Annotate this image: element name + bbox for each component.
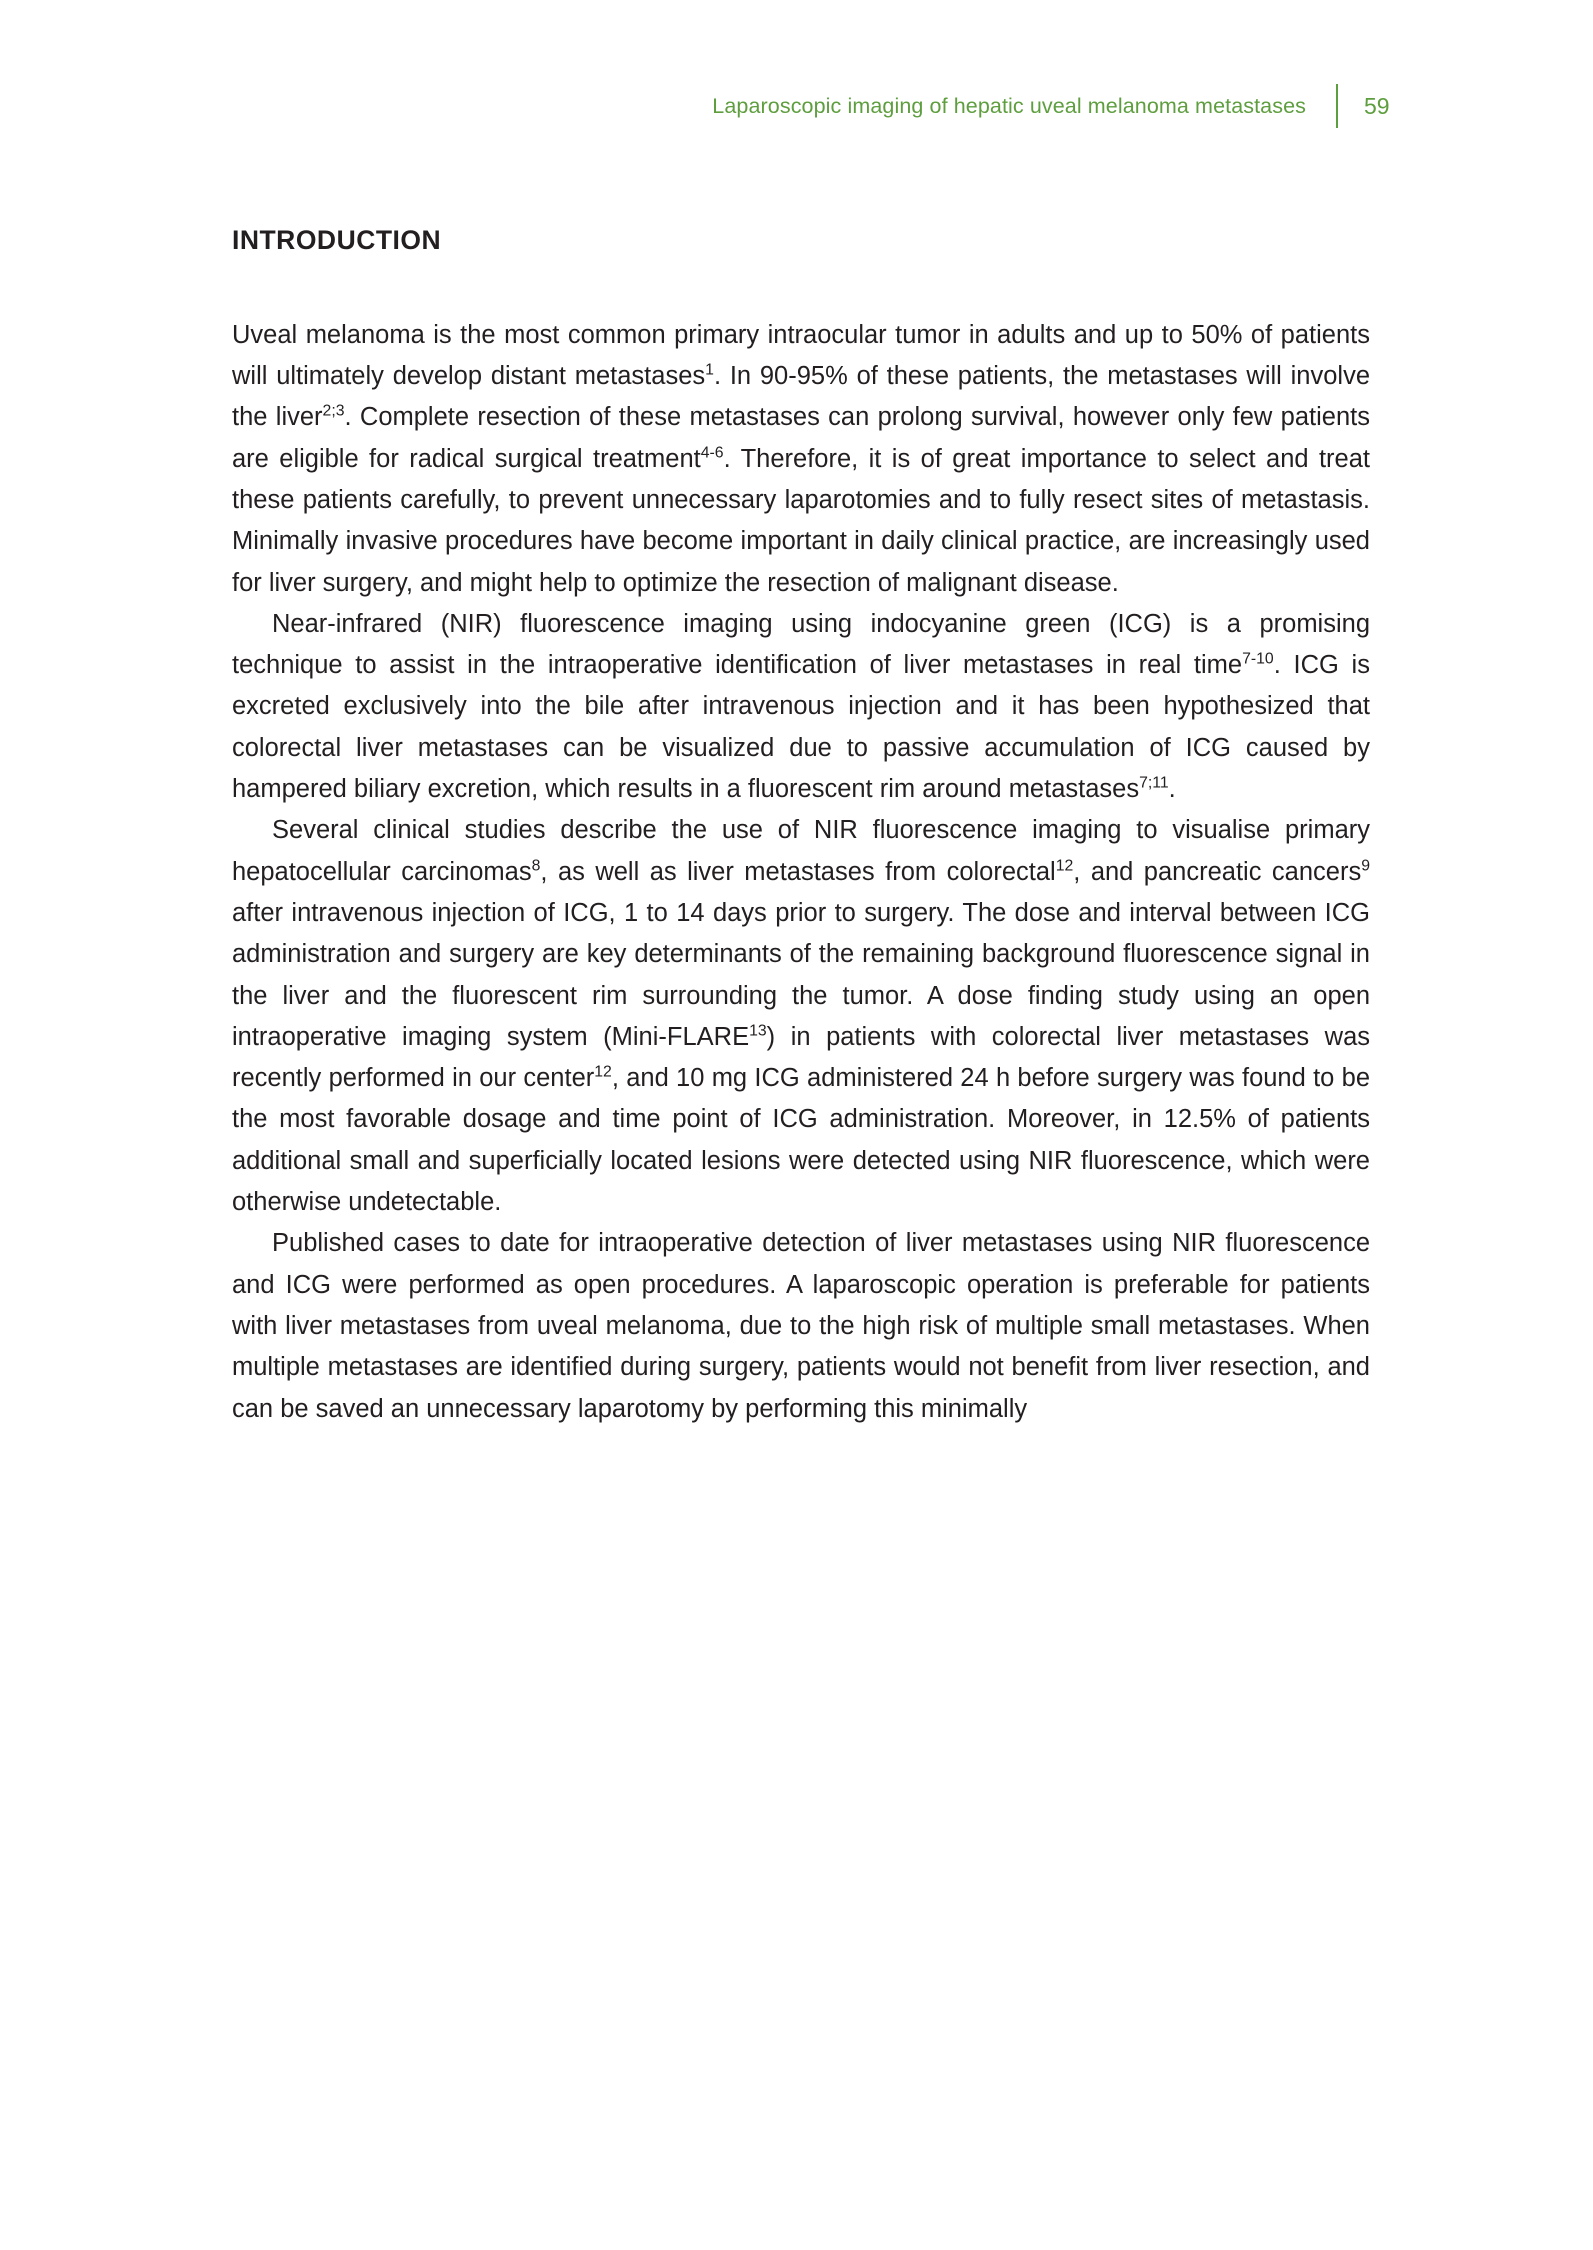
reference-superscript: 7;11 [1139,774,1169,792]
paragraph: Near-infrared (NIR) fluorescence imaging using indocyanine green (ICG) is a promising technique to assist in the intraoperative identification of liver metastases in real time$^{7-10}$. ICG is excreted exclusively into the bile after intravenous injection and it has been hypothesized that colorectal liver metastases can be visualized due to passive accumulation of ICG caused by hampered biliary excretion, which results in a fluorescent rim around metastases$^{7;11}$. [232,609,1370,804]
reference-superscript: 7-10 [1242,650,1274,668]
reference-superscript: 13 [749,1022,767,1040]
paragraph: Uveal melanoma is the most common primary intraocular tumor in adults and up to 50% of patients will ultimately develop distant metastases$^1$. In 90-95% of these patients, the metastases will involve the liver$^{2;3}$. Complete resection of these metastases can prolong survival, however only few patients are eligible for radical surgical treatment$^{4-6}$. Therefore, it is of great importance to select and treat these patients carefully, to prevent unnecessary laparotomies and to fully resect sites of metastasis. Minimally invasive procedures have become important in daily clinical practice, are increasingly used for liver surgery, and might help to optimize the resection of malignant disease. [232,320,1370,597]
header-divider [1336,84,1338,128]
running-title: Laparoscopic imaging of hepatic uveal melanoma metastases [712,93,1306,118]
paragraph: Several clinical studies describe the use of NIR fluorescence imaging to visualise primary hepatocellular carcinomas$^8$, as well as liver metastases from colorectal$^{12}$, and pancreatic cancers$^9$ after intravenous injection of ICG, 1 to 14 days prior to surgery. The dose and interval between ICG administration and surgery are key determinants of the remaining background fluorescence signal in the liver and the fluorescent rim surrounding the tumor. A dose finding study using an open intraoperative imaging system (Mini-FLARE$^{13}$) in patients with colorectal liver metastases was recently performed in our center$^{12}$, and 10 mg ICG administered 24 h before surgery was found to be the most favorable dosage and time point of ICG administration. Moreover, in 12.5% of patients additional small and superficially located lesions were detected using NIR fluorescence, which were otherwise undetectable. [232,816,1371,1217]
reference-superscript: 9 [1361,857,1370,875]
reference-superscript: 12 [1055,857,1074,875]
section-heading-introduction: INTRODUCTION [232,225,442,255]
running-head [0,84,1593,128]
reference-superscript: 12 [594,1063,612,1081]
reference-superscript: 8 [531,857,541,875]
page-body [232,225,1370,1430]
body-text [232,315,1370,1430]
page-number: 59 [1364,92,1390,119]
paragraph: Published cases to date for intraoperative detection of liver metastases using NIR fluorescence and ICG were performed as open procedures. A laparoscopic operation is preferable for patients with liver metastases from uveal melanoma, due to the high risk of multiple small metastases. When multiple metastases are identified during surgery, patients would not benefit from liver resection, and can be saved an unnecessary laparotomy by performing this minimally [232,1229,1370,1423]
reference-superscript: 1 [705,361,714,379]
reference-superscript: 2;3 [322,402,345,420]
reference-superscript: 4-6 [700,444,724,462]
